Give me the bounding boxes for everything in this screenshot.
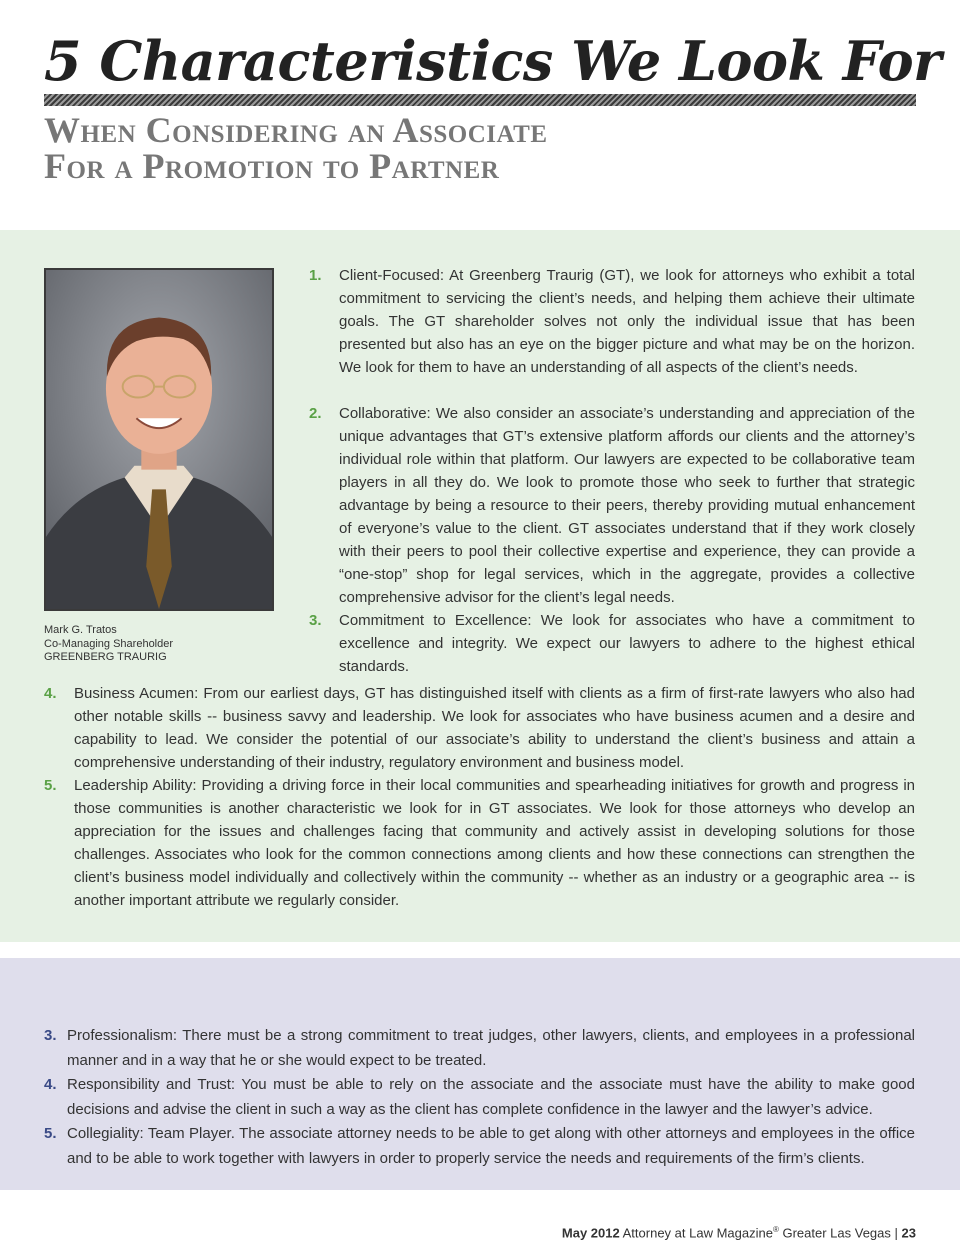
title-rule [44,94,916,106]
caption-firm: GREENBERG TRAURIG [44,651,167,663]
list-number: 5. [44,1125,57,1142]
page-subtitle [44,112,548,184]
portrait-photo [44,268,274,611]
list-item: Collaborative: We also consider an associate’s understanding and appreciation of the unique advantages that GT’s extensive platform affords our clients and the attorney’s individual role within that platform. Our lawyers are expected to be collaborative team players in all they do. We look to promote those who seek to further that strategic advantage by being a resource to their peers, thereby providing mutual enhancement of everyone’s value to the client. GT associates understand that if they work closely with their peers to pool their collective expertise and experience, they can provide a “one-stop” shop for legal services, which in the aggregate, provides a collective comprehensive advisor for the client’s legal needs. [339,405,915,606]
subtitle-line-2: For a Promotion to Partner [44,146,500,186]
page-title: 5 Characteristics We Look For [44,29,942,93]
list-number: 5. [44,777,57,794]
photo-caption [44,624,173,665]
footer-separator: | [894,1225,898,1241]
list-number: 2. [309,405,322,422]
list-item: Business Acumen: From our earliest days, GT has distinguished itself with clients as a firm of first-rate lawyers who also had other notable skills -- business savvy and leadership. We look for associates who have business acumen and a desire and capability to lead. We consider the potential of our associate’s ability to understand the client’s business and attain a comprehensive understanding of their industry, regulatory environment and business model. [74,685,915,771]
list-item: Professionalism: There must be a strong commitment to treat judges, other lawyers, clients, and employees in a professional manner and in a way that he or she would expect to be treated. [67,1027,915,1069]
footer-edition: Greater Las Vegas [782,1225,891,1241]
list-item: Leadership Ability: Providing a driving force in their local communities and spearheading initiatives for growth and progress in those communities is another characteristic we look for in GT associates. We look for those attorneys who develop an appreciation for the issues and challenges facing that community and actively assist in developing solutions for those challenges. Associates who look for the common connections among clients and how these connections can strengthen the client’s business model individually and collectively within the community -- whether as an industry or a geographic area -- is another important attribute we regularly consider. [74,777,915,909]
registered-mark: ® [772,1225,779,1234]
page-number: 23 [901,1225,916,1241]
page-footer [562,1221,916,1242]
list-number: 3. [44,1027,57,1044]
list-item: Collegiality: Team Player. The associate attorney needs to be able to get along with other attorneys and employees in the office and to be able to work together with lawyers in order to properly service the needs and requirements of the firm’s clients. [67,1125,915,1167]
subtitle-line-1: When Considering an Associate [44,110,548,150]
list-number: 4. [44,685,57,702]
footer-magazine: Attorney at Law Magazine [622,1225,773,1241]
caption-title: Co-Managing Shareholder [44,637,174,650]
list-item: Responsibility and Trust: You must be able to rely on the associate and the associate must have the ability to make good decisions and advise the client in such a way as the client has complete confidence in the lawyer and the lawyer’s advice. [67,1076,915,1118]
list-number: 4. [44,1076,57,1093]
caption-name: Mark G. Tratos [44,624,117,636]
list-item: Commitment to Excellence: We look for associates who have a commitment to excellence and integrity. We expect our lawyers to adhere to the highest ethical standards. [339,612,915,675]
footer-date: May 2012 [561,1225,620,1241]
list-item: Client-Focused: At Greenberg Traurig (GT), we look for attorneys who exhibit a total commitment to servicing the client’s needs, and helping them achieve their ultimate goals. The GT shareholder solves not only the individual issue that has been presented but also has an eye on the bigger picture and what may be on the horizon. We look for them to have an understanding of all aspects of the client’s needs. [339,267,915,376]
list-number: 1. [309,267,322,284]
list-number: 3. [309,612,322,629]
